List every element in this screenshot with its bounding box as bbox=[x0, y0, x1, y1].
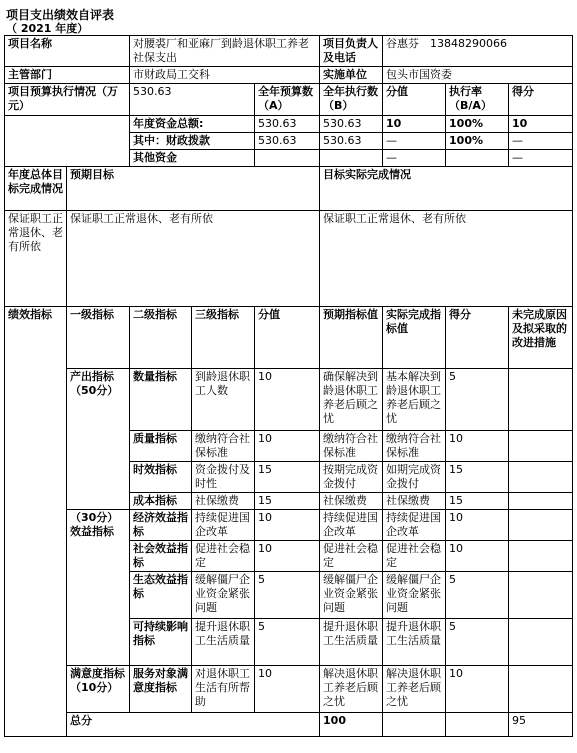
total-score-value: 100 bbox=[320, 713, 383, 737]
indicator-header-actual: 实际完成指标值 bbox=[383, 307, 446, 369]
budget-row-score-value: — bbox=[383, 133, 446, 150]
budget-row-actual: 530.63 bbox=[320, 116, 383, 133]
indicator-expected: 缓解僵尸企业资金紧张问题 bbox=[320, 572, 383, 619]
indicator-level2: 可持续影响指标 bbox=[130, 619, 192, 666]
indicator-expected: 持续促进国企改革 bbox=[320, 510, 383, 541]
goals-actual-label: 目标实际完成情况 bbox=[320, 167, 573, 211]
total-label: 总分 bbox=[67, 713, 320, 737]
project-name-label: 项目名称 bbox=[5, 36, 130, 67]
indicator-level2: 时效指标 bbox=[130, 462, 192, 493]
budget-blank-cell bbox=[5, 116, 130, 167]
budget-row-actual bbox=[320, 150, 383, 167]
indicator-level2: 经济效益指标 bbox=[130, 510, 192, 541]
goals-left-text: 保证职工正常退休、老有所依 bbox=[5, 211, 67, 307]
budget-header-score: 得分 bbox=[509, 84, 573, 116]
budget-section-label: 项目预算执行情况（万元） bbox=[5, 84, 130, 116]
budget-header-score-value: 分值 bbox=[383, 84, 446, 116]
indicator-reason bbox=[509, 431, 573, 462]
goals-expected-text: 保证职工正常退休、老有所依 bbox=[67, 211, 320, 307]
budget-row-rate bbox=[446, 150, 509, 167]
indicator-score-value: 10 bbox=[255, 541, 320, 572]
budget-header-rate: 执行率（B/A） bbox=[446, 84, 509, 116]
indicator-group-label: （30分）效益指标 bbox=[70, 511, 119, 538]
indicator-reason bbox=[509, 572, 573, 619]
indicator-group-output bbox=[67, 369, 130, 510]
indicator-score: 10 bbox=[446, 666, 509, 713]
total-row bbox=[5, 713, 573, 737]
indicator-actual: 缓解僵尸企业资金紧张问题 bbox=[383, 572, 446, 619]
indicator-header-expected: 预期指标值 bbox=[320, 307, 383, 369]
indicator-group-benefit bbox=[67, 510, 130, 666]
indicator-expected: 社保缴费 bbox=[320, 493, 383, 510]
indicator-score-value: 10 bbox=[255, 666, 320, 713]
project-leader-label: 项目负责人及电话 bbox=[320, 36, 383, 67]
total-blank-2 bbox=[446, 713, 509, 737]
indicator-level3: 到龄退休职工人数 bbox=[192, 369, 255, 431]
indicator-row bbox=[5, 510, 573, 541]
indicator-actual: 提升退休职工生活质量 bbox=[383, 619, 446, 666]
budget-section-value: 530.63 bbox=[130, 84, 255, 116]
indicator-reason bbox=[509, 619, 573, 666]
budget-row-score: — bbox=[509, 150, 573, 167]
indicator-level3: 资金拨付及时性 bbox=[192, 462, 255, 493]
indicator-level3: 促进社会稳定 bbox=[192, 541, 255, 572]
budget-row-budget: 530.63 bbox=[255, 133, 320, 150]
indicator-header-score-value: 分值 bbox=[255, 307, 320, 369]
indicator-score-value: 10 bbox=[255, 431, 320, 462]
indicator-level3: 提升退休职工生活质量 bbox=[192, 619, 255, 666]
indicator-group-satisfaction bbox=[67, 666, 130, 713]
dept-label: 主管部门 bbox=[5, 67, 130, 84]
indicator-score: 5 bbox=[446, 369, 509, 431]
indicators-section-label: 绩效指标 bbox=[5, 307, 67, 737]
indicator-score: 5 bbox=[446, 572, 509, 619]
project-leader-value: 谷惠芬 13848290066 bbox=[383, 36, 573, 67]
indicator-level3: 持续促进国企改革 bbox=[192, 510, 255, 541]
indicator-score-value: 10 bbox=[255, 510, 320, 541]
indicator-reason bbox=[509, 369, 573, 431]
indicator-score-value: 15 bbox=[255, 493, 320, 510]
indicator-group-label: 满意度指标（10分） bbox=[70, 667, 125, 694]
indicator-level3: 对退休职工生活有所帮助 bbox=[192, 666, 255, 713]
indicator-level2: 成本指标 bbox=[130, 493, 192, 510]
indicator-header-reason: 未完成原因及拟采取的改进措施 bbox=[509, 307, 573, 369]
budget-header-actual: 全年执行数（B） bbox=[320, 84, 383, 116]
indicator-actual: 持续促进国企改革 bbox=[383, 510, 446, 541]
budget-row-label: 年度资金总额: bbox=[130, 116, 255, 133]
indicator-header-level3: 三级指标 bbox=[192, 307, 255, 369]
indicator-score-value: 5 bbox=[255, 619, 320, 666]
indicator-reason bbox=[509, 462, 573, 493]
budget-row bbox=[5, 116, 573, 133]
indicator-actual: 如期完成资金拨付 bbox=[383, 462, 446, 493]
indicator-level2: 生态效益指标 bbox=[130, 572, 192, 619]
indicator-score-value: 15 bbox=[255, 462, 320, 493]
indicator-expected: 解决退休职工养老后顾之忧 bbox=[320, 666, 383, 713]
goals-expected-label: 预期目标 bbox=[67, 167, 320, 211]
indicator-level2: 数量指标 bbox=[130, 369, 192, 431]
budget-row-rate: 100% bbox=[446, 133, 509, 150]
goals-actual-text: 保证职工正常退休、老有所依 bbox=[320, 211, 573, 307]
indicator-score: 10 bbox=[446, 510, 509, 541]
budget-row-score-value: — bbox=[383, 150, 446, 167]
indicator-level3: 缴纳符合社保标准 bbox=[192, 431, 255, 462]
indicator-actual: 社保缴费 bbox=[383, 493, 446, 510]
indicator-score: 5 bbox=[446, 619, 509, 666]
indicator-level3: 缓解僵尸企业资金紧张问题 bbox=[192, 572, 255, 619]
budget-row-score-value: 10 bbox=[383, 116, 446, 133]
total-score: 95 bbox=[509, 713, 573, 737]
budget-row-label: 其中：财政拨款 bbox=[130, 133, 255, 150]
indicator-reason bbox=[509, 666, 573, 713]
indicator-actual: 促进社会稳定 bbox=[383, 541, 446, 572]
indicator-row bbox=[5, 369, 573, 431]
page-subtitle: （ 2021 年度） bbox=[6, 22, 89, 35]
indicator-actual: 解决退休职工养老后顾之忧 bbox=[383, 666, 446, 713]
indicator-level2: 社会效益指标 bbox=[130, 541, 192, 572]
indicator-actual: 基本解决到龄退休职工养老后顾之忧 bbox=[383, 369, 446, 431]
budget-row-rate: 100% bbox=[446, 116, 509, 133]
indicator-expected: 提升退休职工生活质量 bbox=[320, 619, 383, 666]
indicator-score: 15 bbox=[446, 462, 509, 493]
page-title: 项目支出绩效自评表 bbox=[6, 8, 115, 22]
indicator-level3: 社保缴费 bbox=[192, 493, 255, 510]
budget-row-label: 其他资金 bbox=[130, 150, 255, 167]
budget-row-budget: 530.63 bbox=[255, 116, 320, 133]
budget-row-score: 10 bbox=[509, 116, 573, 133]
indicator-header-score: 得分 bbox=[446, 307, 509, 369]
budget-row-actual: 530.63 bbox=[320, 133, 383, 150]
budget-row-budget bbox=[255, 150, 320, 167]
indicator-header-level2: 二级指标 bbox=[130, 307, 192, 369]
budget-row-score: — bbox=[509, 133, 573, 150]
indicator-reason bbox=[509, 541, 573, 572]
indicator-expected: 按期完成资金拨付 bbox=[320, 462, 383, 493]
self-evaluation-table bbox=[4, 35, 573, 737]
goals-section-label: 年度总体目标完成情况 bbox=[5, 167, 67, 211]
total-blank-1 bbox=[383, 713, 446, 737]
indicator-expected: 确保解决到龄退休职工养老后顾之忧 bbox=[320, 369, 383, 431]
indicator-reason bbox=[509, 510, 573, 541]
indicator-actual: 缴纳符合社保标准 bbox=[383, 431, 446, 462]
dept-value: 市财政局工交科 bbox=[130, 67, 320, 84]
indicator-score-value: 5 bbox=[255, 572, 320, 619]
unit-value: 包头市国资委 bbox=[383, 67, 573, 84]
indicator-level2: 质量指标 bbox=[130, 431, 192, 462]
budget-header-annual: 全年预算数（A） bbox=[255, 84, 320, 116]
indicator-score-value: 10 bbox=[255, 369, 320, 431]
indicator-row bbox=[5, 666, 573, 713]
indicator-reason bbox=[509, 493, 573, 510]
unit-label: 实施单位 bbox=[320, 67, 383, 84]
indicator-expected: 缴纳符合社保标准 bbox=[320, 431, 383, 462]
indicator-level2: 服务对象满意度指标 bbox=[130, 666, 192, 713]
indicator-score: 15 bbox=[446, 493, 509, 510]
indicator-group-label: 产出指标（50分） bbox=[70, 370, 119, 397]
indicator-score: 10 bbox=[446, 541, 509, 572]
indicator-header-level1: 一级指标 bbox=[67, 307, 130, 369]
indicator-expected: 促进社会稳定 bbox=[320, 541, 383, 572]
indicator-score: 10 bbox=[446, 431, 509, 462]
project-name-value: 对腰裘厂和亚麻厂到龄退休职工养老社保支出 bbox=[130, 36, 320, 67]
